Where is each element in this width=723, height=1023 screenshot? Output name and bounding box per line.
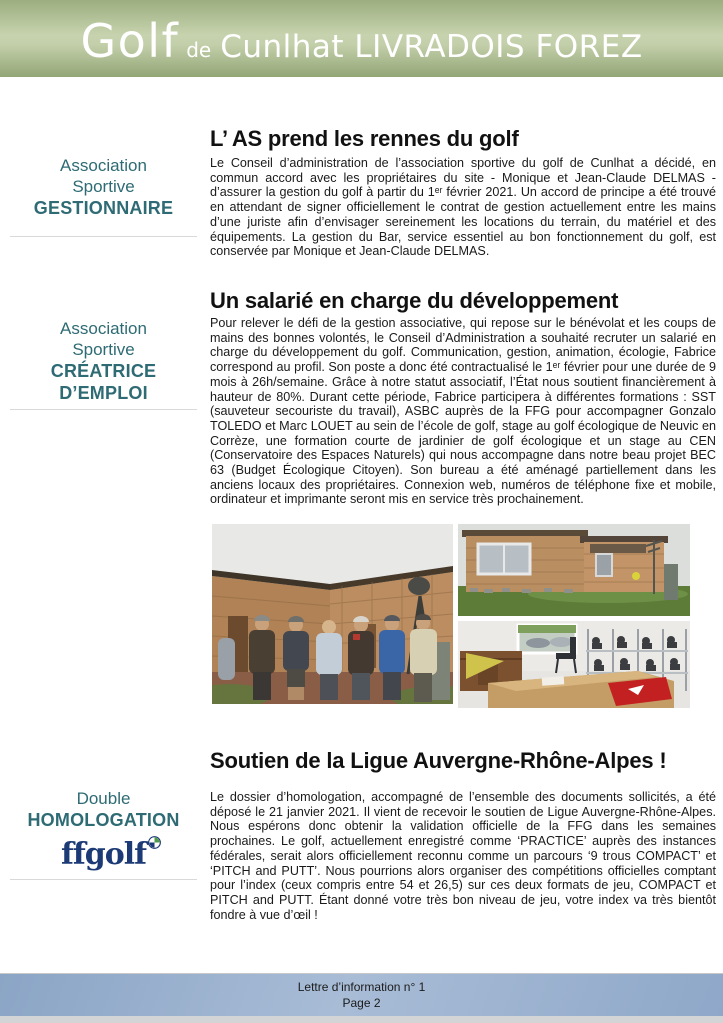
photo-interior-trolleys bbox=[458, 621, 690, 708]
masthead-title-de: de bbox=[186, 38, 212, 62]
masthead-title-rest: Cunlhat LIVRADOIS FOREZ bbox=[220, 29, 643, 65]
heading-salarie-developpement: Un salarié en charge du développement bbox=[210, 288, 619, 313]
paragraph-soutien-ligue: Le dossier d’homologation, accompagné de l’ensemble des documents sollicités, a été déposé le 21 janvier 2021. Il vient de recevoir le soutien de Ligue Auvergne-Rhône-Alpes. Nous espérons donc obtenir la validation officielle de la FFG dans les semaines prochaines. Le golf, actuellement enregistré comme ‘PRACTICE’ auprès des instances fédérales, serait alors officiellement reconnu comme un parcours ‘9 trous COMPACT’ et ‘PITCH and PUTT’. Nous pourrions alors organiser des compétitions officielles comptant pour l’index (ceux compris entre 54 et 26,5) sur ces deux formats de jeu, COMPACT et PITCH and PUTT. Étant donné votre très bon niveau de jeu, votre index va très bientôt fondre à vue d’œil ! bbox=[210, 790, 716, 922]
sidebar-divider bbox=[10, 409, 197, 410]
ffgolf-logo bbox=[61, 837, 146, 873]
footer-page-number: Page 2 bbox=[342, 996, 381, 1010]
ffgolf-logo-text: ffgolf bbox=[60, 837, 147, 872]
sidebar-line: Sportive bbox=[72, 177, 135, 196]
sidebar-line-bold: HOMOLOGATION bbox=[27, 810, 180, 830]
page-footer bbox=[0, 973, 723, 1016]
paragraph-as-gestionnaire: Le Conseil d’administration de l’association sportive du golf de Cunlhat a décidé, en commun accord avec les propriétaires du site - Monique et Jean-Claude DELMAS - d’assurer la gestion du golf à partir du 1ᵉʳ février 2021. Un accord de principe a été trouvé en attendant de signer officiellement le contrat de gestion actuellement entre les mains d’une juriste afin d’envisager sereinement les locations du terrain, du matériel et des équipements. La gestion du Bar, service essentiel au bon fonctionnement du golf, est conservée par Monique et Jean-Claude DELMAS. bbox=[210, 156, 716, 259]
page-bottom-edge bbox=[0, 1016, 723, 1023]
masthead-banner bbox=[0, 0, 723, 77]
sidebar-line-bold: CRÉATRICE bbox=[50, 361, 157, 381]
photo-column-right bbox=[458, 524, 690, 708]
sidebar-line: Association bbox=[60, 319, 147, 338]
paragraph-salarie-developpement: Pour relever le défi de la gestion associative, qui repose sur le bénévolat et les coups de mains des bonnes volontés, le Conseil d’Administration a souhaité recruter un salarié en charge du développement du golf. Communication, gestion, animation, écologie, Fabrice correspond au profil. Son poste a donc été contractualisé le 1ᵉʳ février pour une durée de 9 mois à 26h/semaine. Grâce à notre statut associatif, l’État nous soutient financièrement à hauteur de 80%. Durant cette période, Fabrice participera à différentes formations : SST (sauveteur secouriste du travail), ASBC auprès de la FFG pour accompagner Gonzalo TOLEDO et Marc LOUET au sein de l’école de golf, stage au golf écologique de Neuvic en Corrèze, une formation courte de jardinier de golf écologique et un stage au CEN (Conservatoire des Espaces Naturels) qui nous accompagne dans notre beau projet BEC 63 (Budget Écologique Citoyen). Son bureau a été aménagé partiellement dans les anciens locaux des propriétaires. Connexion web, numéros de téléphone fixe et mobile, ordinateur et imprimante seront mis en service très prochainement. bbox=[210, 316, 716, 507]
footer-newsletter-number: Lettre d’information n° 1 bbox=[297, 980, 426, 994]
photo-volunteers-group bbox=[212, 524, 453, 704]
heading-soutien-ligue: Soutien de la Ligue Auvergne-Rhône-Alpes ! bbox=[210, 748, 667, 773]
sidebar-line: Association bbox=[60, 156, 147, 175]
sidebar-divider bbox=[10, 236, 197, 237]
sidebar-line-bold: GESTIONNAIRE bbox=[33, 198, 174, 218]
sidebar-line: Sportive bbox=[72, 340, 135, 359]
photo-gallery bbox=[212, 524, 690, 708]
heading-as-prend-les-rennes: L’ AS prend les rennes du golf bbox=[210, 126, 519, 151]
sidebar-label-double-homologation bbox=[10, 788, 197, 873]
masthead-title-golf: Golf bbox=[80, 14, 180, 68]
sidebar-line-bold: D’EMPLOI bbox=[59, 383, 148, 403]
sidebar-line: Double bbox=[76, 789, 131, 808]
photo-clubhouse-exterior bbox=[458, 524, 690, 616]
ffgolf-logo-mark-icon bbox=[148, 836, 161, 849]
sidebar-label-creatrice-emploi bbox=[10, 318, 197, 404]
sidebar-label-gestionnaire bbox=[10, 155, 197, 219]
sidebar-divider bbox=[10, 879, 197, 880]
